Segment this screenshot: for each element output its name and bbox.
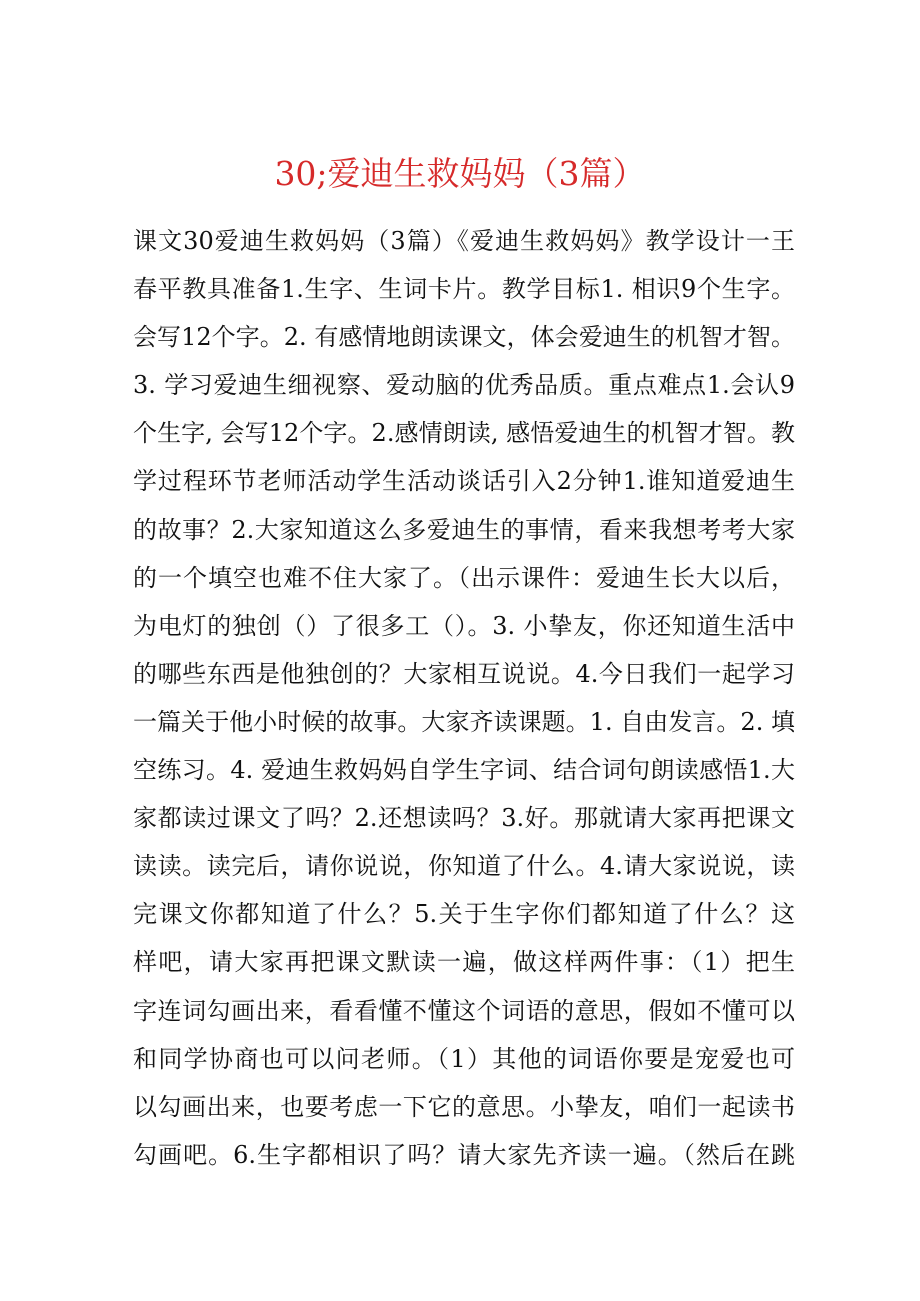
body-line-11: 一篇关于他小时候的故事。大家齐读课题。1. 自由发言。2. 填 — [133, 707, 795, 736]
body-line-4: 3. 学习爱迪生细视察、爱动脑的优秀品质。重点难点1.会认9 — [133, 371, 795, 400]
body-line-14: 读读。读完后，请你说说，你知道了什么。4.请大家说说，读 — [133, 852, 795, 881]
body-line-18: 和同学协商也可以问老师。（1）其他的词语你要是宠爱也可 — [133, 1044, 795, 1073]
body-line-17: 字连词勾画出来，看看懂不懂这个词语的意思，假如不懂可以 — [133, 996, 795, 1025]
body-line-7: 的故事？2.大家知道这么多爱迪生的事情，看来我想考考大家 — [133, 515, 795, 544]
body-line-16: 样吧，请大家再把课文默读一遍，做这样两件事：（1）把生 — [133, 948, 795, 977]
body-line-3: 会写12个字。2. 有感情地朗读课文，体会爱迪生的机智才智。 — [133, 323, 795, 352]
body-line-13: 家都读过课文了吗？2.还想读吗？3.好。那就请大家再把课文 — [133, 804, 795, 833]
body-line-1: 课文30爱迪生救妈妈（3篇）《爱迪生救妈妈》教学设计一王 — [133, 227, 795, 255]
document-body — [133, 217, 795, 1179]
body-line-20: 勾画吧。6.生字都相识了吗？请大家先齐读一遍。（然后在跳 — [133, 1140, 795, 1169]
body-line-19: 以勾画出来，也要考虑一下它的意思。小挚友，咱们一起读书 — [133, 1092, 795, 1121]
body-line-6: 学过程环节老师活动学生活动谈话引入2分钟1.谁知道爱迪生 — [133, 467, 795, 496]
body-line-8: 的一个填空也难不住大家了。（出示课件：爱迪生长大以后， — [133, 563, 795, 592]
body-line-9: 为电灯的独创（）了很多工（）。3. 小挚友，你还知道生活中 — [133, 611, 795, 640]
body-line-12: 空练习。4. 爱迪生救妈妈自学生字词、结合词句朗读感悟1.大 — [133, 756, 795, 785]
body-line-2: 春平教具准备1.生字、生词卡片。教学目标1. 相识9个生字。 — [133, 275, 795, 304]
body-line-15: 完课文你都知道了什么？5.关于生字你们都知道了什么？这 — [133, 900, 795, 929]
document-title: 30;爱迪生救妈妈（3篇） — [274, 154, 646, 193]
body-line-5: 个生字, 会写12个字。2.感情朗读, 感悟爱迪生的机智才智。教 — [133, 419, 795, 448]
body-line-10: 的哪些东西是他独创的？大家相互说说。4.今日我们一起学习 — [133, 659, 795, 688]
